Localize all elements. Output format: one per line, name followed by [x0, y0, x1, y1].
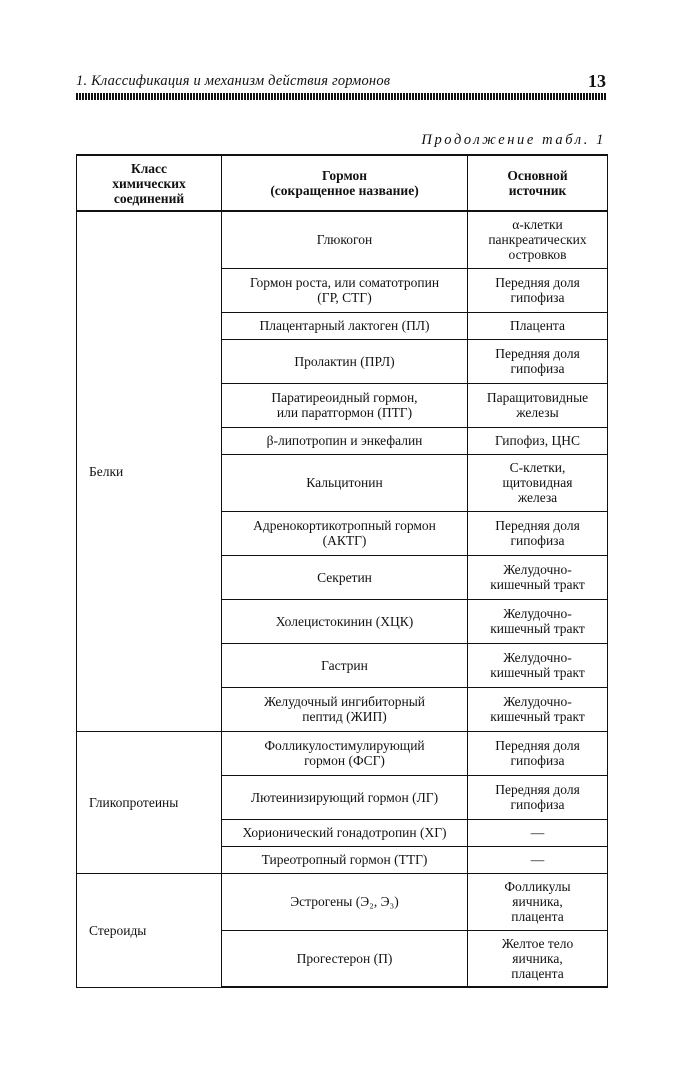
source-cell: Гипофиз, ЦНС — [468, 427, 608, 454]
table-row — [77, 873, 608, 930]
table-row — [77, 731, 608, 775]
hormone-cell: Гормон роста, или соматотропин (ГР, СТГ) — [222, 268, 468, 312]
running-head — [76, 71, 606, 91]
hormone-cell: Пролактин (ПРЛ) — [222, 339, 468, 383]
hormone-cell: β-липотропин и энкефалин — [222, 427, 468, 454]
hormone-cell: Фолликулостимулирующий гормон (ФСГ) — [222, 731, 468, 775]
hormone-cell: Кальцитонин — [222, 454, 468, 511]
hormone-cell: Адренокортикотропный гормон (АКТГ) — [222, 511, 468, 555]
table-caption: Продолжение табл. 1 — [421, 132, 606, 148]
source-cell: Паращитовидные железы — [468, 383, 608, 427]
column-header-source: Основной источник — [468, 155, 608, 211]
table-row — [77, 211, 608, 268]
hormone-cell: Лютеинизирующий гормон (ЛГ) — [222, 775, 468, 819]
source-cell: Передняя доля гипофиза — [468, 511, 608, 555]
source-cell: С-клетки, щитовидная железа — [468, 454, 608, 511]
source-cell: Желтое тело яичника, плацента — [468, 930, 608, 987]
source-cell: Желудочно- кишечный тракт — [468, 599, 608, 643]
source-cell: — — [468, 846, 608, 873]
running-title: 1. Классификация и механизм действия гормонов — [76, 73, 391, 89]
source-cell: Передняя доля гипофиза — [468, 268, 608, 312]
header-rule — [76, 93, 606, 100]
hormone-cell: Прогестерон (П) — [222, 930, 468, 987]
source-cell: Плацента — [468, 312, 608, 339]
group-proteins: Белки — [77, 211, 222, 731]
hormone-cell: Глюкогон — [222, 211, 468, 268]
page-number: 13 — [588, 71, 606, 91]
source-cell: Фолликулы яичника, плацента — [468, 873, 608, 930]
source-cell: Передняя доля гипофиза — [468, 775, 608, 819]
hormone-cell: Холецистокинин (ХЦК) — [222, 599, 468, 643]
table-header-row — [77, 155, 608, 211]
hormone-table — [76, 154, 608, 988]
group-glycoproteins: Гликопротеины — [77, 731, 222, 873]
source-cell: Передняя доля гипофиза — [468, 731, 608, 775]
hormone-cell: Хорионический гонадотропин (ХГ) — [222, 819, 468, 846]
hormone-cell: Эстрогены (Э₂, Э₃) — [222, 873, 468, 930]
hormone-cell: Гастрин — [222, 643, 468, 687]
hormone-cell: Паратиреоидный гормон, или паратгормон (ПТГ) — [222, 383, 468, 427]
hormone-cell: Тиреотропный гормон (ТТГ) — [222, 846, 468, 873]
source-cell: Желудочно- кишечный тракт — [468, 555, 608, 599]
source-cell: Желудочно- кишечный тракт — [468, 687, 608, 731]
source-cell: — — [468, 819, 608, 846]
source-cell: Желудочно- кишечный тракт — [468, 643, 608, 687]
column-header-class: Класс химических соединений — [77, 155, 222, 211]
hormone-cell: Плацентарный лактоген (ПЛ) — [222, 312, 468, 339]
hormone-cell: Желудочный ингибиторный пептид (ЖИП) — [222, 687, 468, 731]
column-header-hormone: Гормон (сокращенное название) — [222, 155, 468, 211]
source-cell: α-клетки панкреатических островков — [468, 211, 608, 268]
group-steroids: Стероиды — [77, 873, 222, 987]
hormone-cell: Секретин — [222, 555, 468, 599]
source-cell: Передняя доля гипофиза — [468, 339, 608, 383]
